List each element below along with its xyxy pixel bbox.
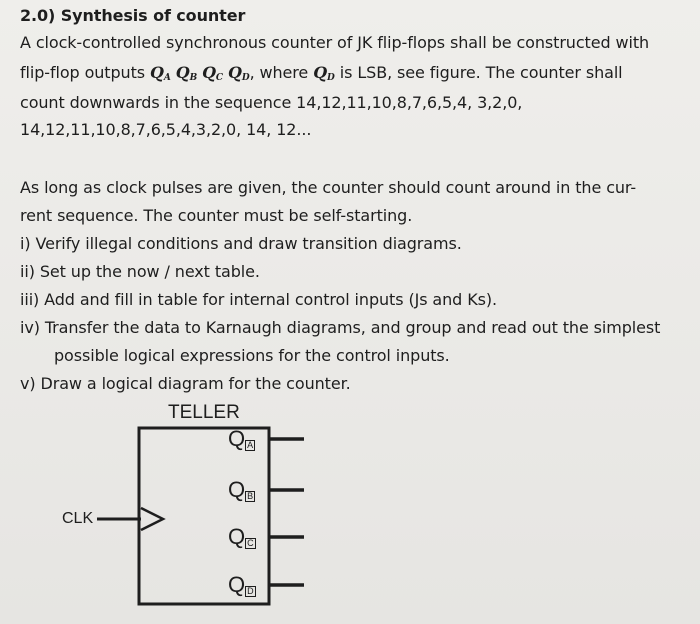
- output-qd-label: $Q_D$: [228, 63, 250, 83]
- output-qb-label: $Q_B$: [175, 63, 198, 83]
- task-i: i) Verify illegal conditions and draw transition diagrams.: [20, 234, 462, 253]
- pin-qb-label: Q $_B$: [228, 477, 254, 502]
- where-text: , where: [249, 63, 309, 82]
- task-iii: iii) Add and fill in table for internal control inputs (Js and Ks).: [20, 290, 497, 309]
- paragraph-2-line-1: As long as clock pulses are given, the counter should count around in the cur-: [20, 178, 637, 197]
- diagram-title: TELLER: [168, 402, 240, 423]
- pin-qc-label: Q $_C$: [228, 524, 254, 549]
- lsb-qd-label: $Q_D$: [313, 63, 335, 83]
- pin-qd-label: Q $_D$: [228, 572, 254, 597]
- paragraph-1-line-3: count downwards in the sequence 14,12,11,10,8,7,6,5,4, 3,2,0,: [20, 93, 523, 112]
- task-ii: ii) Set up the now / next table.: [20, 262, 260, 281]
- paragraph-1-line-4: 14,12,11,10,8,7,6,5,4,3,2,0, 14, 12...: [20, 120, 312, 139]
- output-qc-label: $Q_C$: [202, 63, 223, 83]
- paragraph-1-line-1: A clock-controlled synchronous counter of JK flip-flops shall be constructed with: [20, 33, 650, 52]
- task-iv-line-1: iv) Transfer the data to Karnaugh diagrams, and group and read out the simplest: [20, 318, 661, 337]
- lsb-description-text: is LSB, see figure. The counter shall: [339, 63, 623, 82]
- output-qa-label: $Q_A$: [149, 63, 171, 83]
- section-heading: 2.0) Synthesis of counter: [20, 6, 246, 25]
- clock-triangle-icon: [141, 508, 163, 530]
- clk-label: CLK: [62, 510, 94, 527]
- task-iv-line-2: possible logical expressions for the control inputs.: [54, 346, 450, 365]
- pin-qa-label: Q $_A$: [228, 426, 254, 451]
- outputs-intro-text: flip-flop outputs: [20, 63, 145, 82]
- task-v: v) Draw a logical diagram for the counter.: [20, 374, 351, 393]
- paragraph-2-line-2: rent sequence. The counter must be self-starting.: [20, 206, 413, 225]
